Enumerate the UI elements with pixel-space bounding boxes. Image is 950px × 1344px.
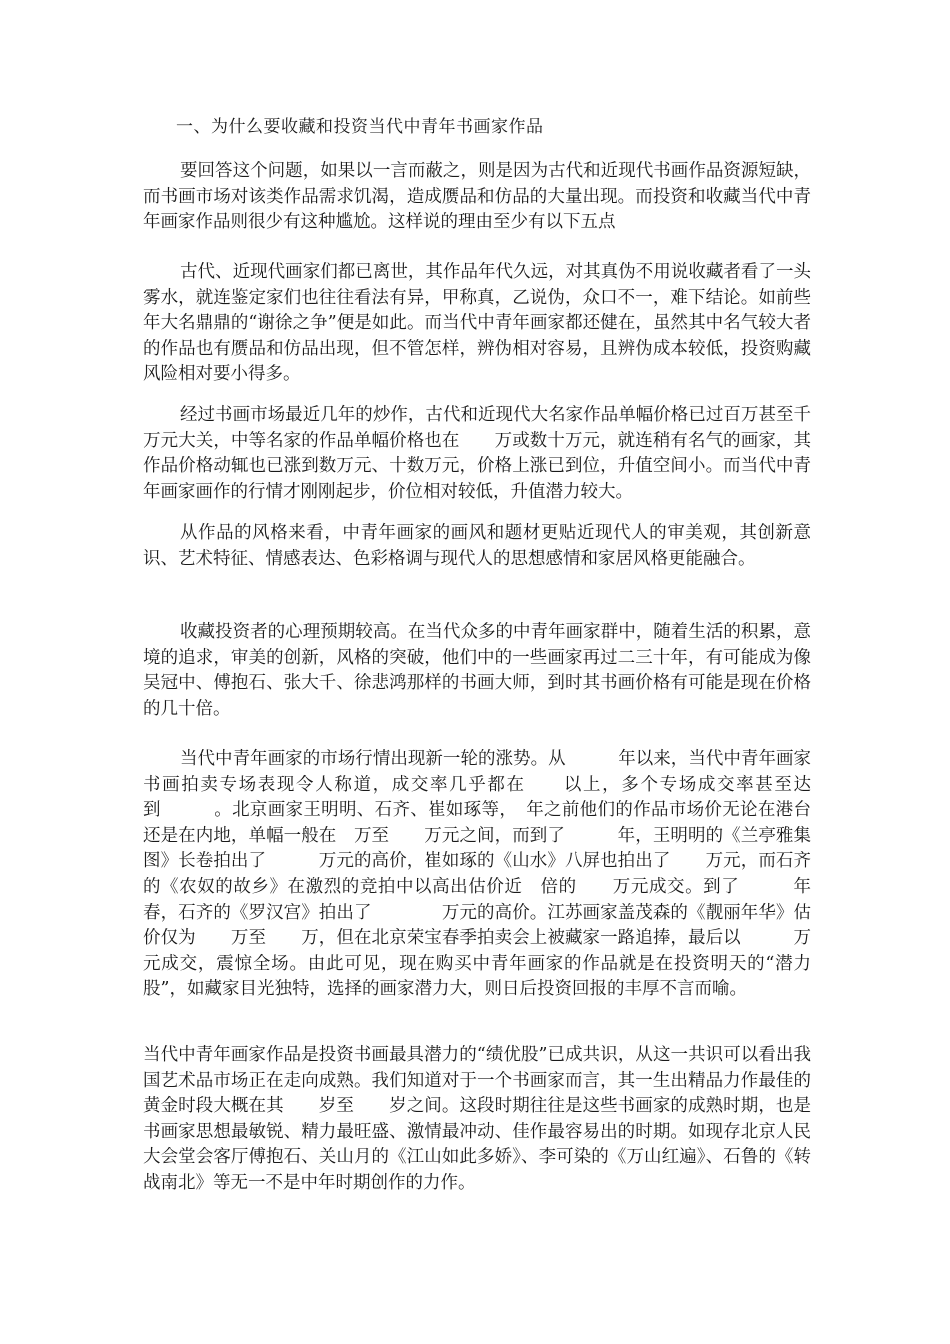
paragraph-reason-market-trend: 当代中青年画家的市场行情出现新一轮的涨势。从 年以来，当代中青年画家书画拍卖专场表现令人称道，成交率几乎都在 以上，多个专场成交率甚至达到 。北京画家王明明、石齐、崔如琢等， 年之前他们的作品市场价无论在港台还是在内地，单幅一般在 万至 万元之间，而到了 年，王明明的《兰亭雅集图》长卷拍出了 万元的高价，崔如琢的《山水》八屏也拍出了 万元，而石齐的《农奴的故乡》在激烈的竞拍中以高出估价近 倍的 万元成交。到了 年春，石齐的《罗汉宫》拍出了 万元的高价。江苏画家盖茂森的《靓丽年华》估价仅为 万至 万，但在北京荣宝春季拍卖会上被藏家一路追捧，最后以 万元成交，震惊全场。由此可见，现在购买中青年画家的作品就是在投资明天的“潜力股”，如藏家目光独特，选择的画家潜力大，则日后投资回报的丰厚不言而喻。 [143, 749, 811, 1000]
paragraph-intro: 要回答这个问题，如果以一言而蔽之，则是因为古代和近现代书画作品资源短缺，而书画市场对该类作品需求饥渴，造成赝品和仿品的大量出现。而投资和收藏当代中青年画家作品则很少有这种尴尬。这样说的理由至少有以下五点 [143, 161, 811, 233]
paragraph-reason-style: 从作品的风格来看，中青年画家的画风和题材更贴近现代人的审美观，其创新意识、艺术特征、情感表达、色彩格调与现代人的思想感情和家居风格更能融合。 [143, 523, 811, 569]
paragraph-reason-expectation: 收藏投资者的心理预期较高。在当代众多的中青年画家群中，随着生活的积累，意境的追求，审美的创新，风格的突破，他们中的一些画家再过二三十年，有可能成为像吴冠中、傅抱石、张大千、徐悲鸿那样的书画大师，到时其书画价格有可能是现在价格的几十倍。 [143, 622, 811, 719]
paragraph-conclusion: 当代中青年画家作品是投资书画最具潜力的“绩优股”已成共识，从这一共识可以看出我国艺术品市场正在走向成熟。我们知道对于一个书画家而言，其一生出精品力作最佳的黄金时段大概在其 岁至 岁之间。这段时期往往是这些书画家的成熟时期，也是书画家思想最敏锐、精力最旺盛、激情最冲动、佳作最容易出的时期。如现存北京人民大会堂会客厅傅抱石、关山月的《江山如此多娇》、李可染的《万山红遍》、石鲁的《转战南北》等无一不是中年时期创作的力作。 [143, 1045, 811, 1193]
paragraph-reason-authenticity: 古代、近现代画家们都已离世，其作品年代久远，对其真伪不用说收藏者看了一头雾水，就连鉴定家们也往往看法有异，甲称真，乙说伪，众口不一，难下结论。如前些年大名鼎鼎的“谢徐之争”便是如此。而当代中青年画家都还健在，虽然其中名气较大者的作品也有赝品和仿品出现，但不管怎样，辨伪相对容易，且辨伪成本较低，投资购藏风险相对要小得多。 [143, 262, 811, 385]
section-heading: 一、为什么要收藏和投资当代中青年书画家作品 [176, 117, 544, 137]
paragraph-reason-price: 经过书画市场最近几年的炒作，古代和近现代大名家作品单幅价格已过百万甚至千万元大关，中等名家的作品单幅价格也在 万或数十万元，就连稍有名气的画家，其作品价格动辄也已涨到数万元、十数万元，价格上涨已到位，升值空间小。而当代中青年画家画作的行情才刚刚起步，价位相对较低，升值潜力较大。 [143, 405, 811, 502]
